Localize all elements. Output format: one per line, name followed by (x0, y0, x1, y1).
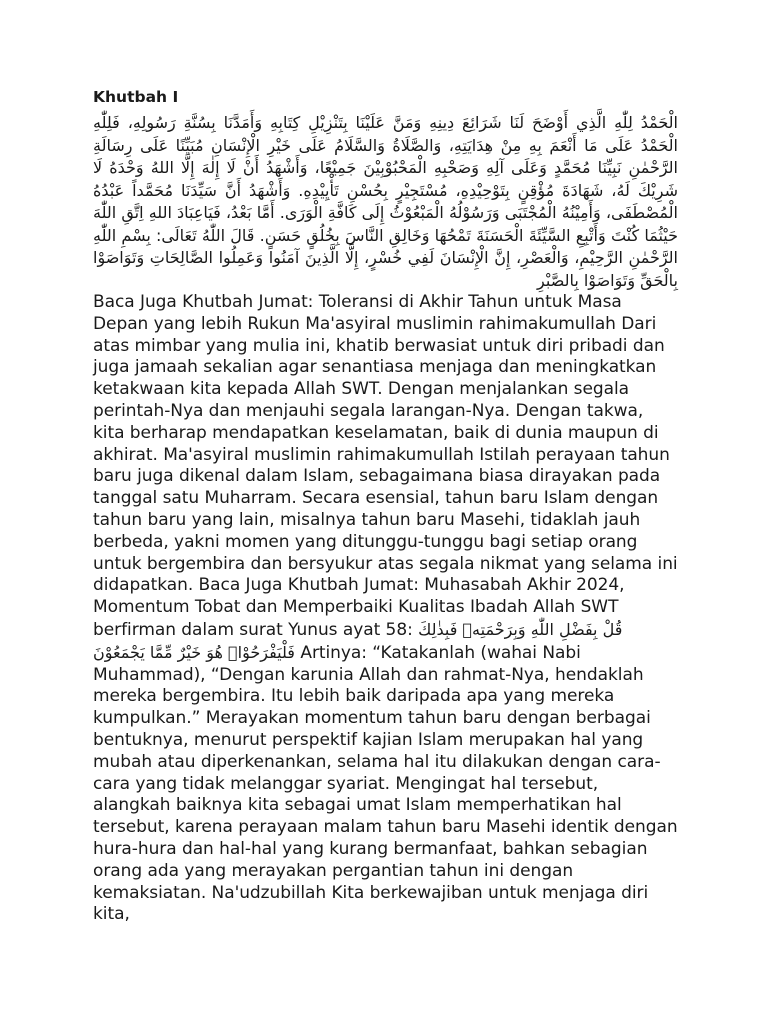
body-text-part-2: Artinya: “Katakanlah (wahai Nabi Muhammad), “Dengan karunia Allah dan rahmat-Nya, hendaklah mereka bergembira. Itu lebih baik daripada apa yang mereka kumpulkan.” Merayakan momentum tahun baru dengan berbagai bentuknya, menurut perspektif kajian Islam merupakan hal yang mubah atau diperkenankan, selama hal itu dilakukan dengan cara-cara yang tidak melanggar syariat. Mengingat hal tersebut, alangkah baiknya kita sebagai umat Islam memperhatikan hal tersebut, karena perayaan malam tahun baru Masehi identik dengan hura-hura dan hal-hal yang kurang bermanfaat, bahkan sebagian orang ada yang merayakan pergantian tahun ini dengan kemaksiatan. Na'udzubillah Kita berkewajiban untuk menjaga diri kita, (93, 642, 678, 925)
document-page (93, 86, 678, 926)
body-text-part-1: Baca Juga Khutbah Jumat: Toleransi di Akhir Tahun untuk Masa Depan yang lebih Rukun Ma'asyiral muslimin rahimakumullah Dari atas mimbar yang mulia ini, khatib berwasiat untuk diri pribadi dan juga jamaah sekalian agar senantiasa menjaga dan meningkatkan ketakwaan kita kepada Allah SWT. Dengan menjalankan segala perintah-Nya dan menjauhi segala larangan-Nya. Dengan takwa, kita berharap mendapatkan keselamatan, baik di dunia maupun di akhirat. Ma'asyiral muslimin rahimakumullah Istilah perayaan tahun baru juga dikenal dalam Islam, sebagaimana biasa dirayakan pada tanggal satu Muharram. Secara esensial, tahun baru Islam dengan tahun baru yang lain, misalnya tahun baru Masehi, tidaklah jauh berbeda, yakni momen yang ditunggu-tunggu bagi setiap orang untuk bergembira dan bersyukur atas segala nikmat yang selama ini didapatkan. Baca Juga Khutbah Jumat: Muhasabah Akhir 2024, Momentum Tobat dan Memperbaiki Kualitas Ibadah Allah SWT berfirman dalam surat Yunus ayat 58: (93, 292, 678, 640)
page-title: Khutbah I (93, 88, 179, 106)
arabic-opening-text: الْحَمْدُ لِلّٰهِ الَّذِي أَوْضَحَ لَنَا شَرَائِعَ دِينِهِ وَمَنَّ عَلَيْنَا بِتَنْزِيْلِ كِتَابِهِ وَأَمَدَّنَا بِسُنَّةِ رَسُولِهِ، فَلِلّٰهِ الْحَمْدُ عَلَى مَا أَنْعَمَ بِهِ مِنْ هِدَايَتِهِ، وَالصَّلَاةُ وَالسَّلَامُ عَلَى خَيْرِ الْإِنْسَانِ مُبَيِّنًا عَلَى رِسَالَةِ الرَّحْمٰنِ نَبِيِّنَا مُحَمَّدٍ وَعَلَى آلِهِ وَصَحْبِهِ الْمَحْبُوْبِيْنَ جَمِيْعًا، وَأَشْهَدُ أَنْ لَا إِلٰهَ إِلَّا اللهُ وَحْدَهُ لَا شَرِيْكَ لَهُ، شَهَادَةَ مُؤْقِنٍ بِتَوْحِيْدِهِ، مُسْتَجِيْرٍ بِحُسْنِ تَأْيِيْدِهِ. وَأَشْهَدُ أَنَّ سَيِّدَنَا مُحَمَّداً عَبْدُهُ الْمُصْطَفَى، وَأَمِيْنُهُ الْمُجْتَبَى وَرَسُوْلُهُ الْمَبْعُوْثُ إِلَى كَافَّةِ الْوَرَى. أَمَّا بَعْدُ، فَيَاعِبَادَ اللهِ اِتَّقِ اللّٰهَ حَيْثُمَا كُنْتَ وَأَتْبِعِ السَّيِّئَةَ الْحَسَنَةَ تَمْحُهَا وَخَالِقِ النَّاسَ بِخُلُقٍ حَسَنٍ. قَالَ اللّٰهُ تَعَالَى: بِسْمِ اللّٰهِ الرَّحْمٰنِ الرَّحِيْمِ، وَالْعَصْرِ، إِنَّ الْإِنْسَانَ لَفِي خُسْرٍ، إِلَّا الَّذِينَ آمَنُوا وَعَمِلُوا الصَّالِحَاتِ وَتَوَاصَوْا بِالْحَقِّ وَتَوَاصَوْا بِالصَّبْرِ (93, 113, 678, 290)
body-paragraph (93, 292, 678, 926)
ayah-yunus-58: قُلْ بِفَضْلِ اللّٰهِ وَبِرَحْمَتِهٖ فَبِذٰلِكَ فَلْيَفْرَحُوْاۗ هُوَ خَيْرٌ مِّمَّا يَجْمَعُوْنَ (93, 619, 623, 662)
